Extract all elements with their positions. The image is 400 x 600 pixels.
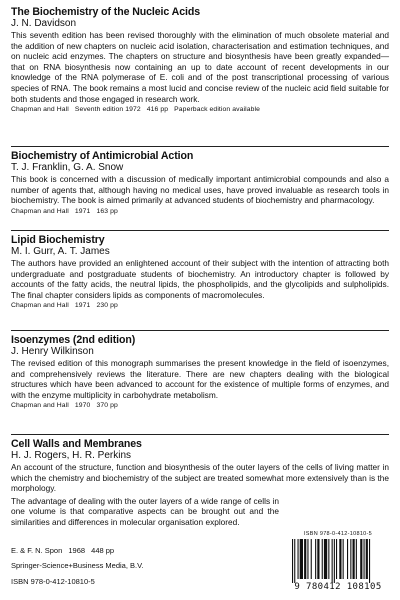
book-title: Lipid Biochemistry <box>11 234 105 246</box>
barcode-bar <box>317 539 319 579</box>
page-count: 370 pp <box>96 402 118 410</box>
barcode-bar <box>304 539 306 579</box>
edition-year: Seventh edition 1972 <box>74 106 141 114</box>
page-count: 448 pp <box>91 546 115 555</box>
barcode-bar <box>350 539 351 579</box>
barcode-bar <box>315 539 316 579</box>
book-description: The authors have provided an enlightened account of their subject with the intention of attracting both undergraduate and postgraduate students of biochemistry. An introductory chapter is followed by accounts of the fatty acids, the neutral lipids, the phospholipids, and the glycolipids and sulpholipids. The final chapter considers lipids as components of macromolecules. <box>11 258 389 300</box>
barcode-bar <box>353 539 355 579</box>
publication-line <box>11 401 389 410</box>
barcode-bars <box>286 539 390 583</box>
page-count: 230 pp <box>96 302 118 310</box>
edition-year: 1970 <box>74 402 91 410</box>
edition-year: 1971 <box>74 302 91 310</box>
barcode-bar <box>328 539 329 579</box>
barcode-bar <box>336 539 337 579</box>
barcode-bar <box>298 539 299 579</box>
barcode-bar <box>332 539 333 583</box>
barcode-bar <box>356 539 357 579</box>
book-description-2: The advantage of dealing with the outer layers of a wide range of cells in one volume is that comparative aspects can be brought out and the similarities and differences in molecular organisation explored. <box>11 495 279 527</box>
barcode-bar <box>334 539 335 583</box>
barcode-bar <box>364 539 365 579</box>
book-authors: T. J. Franklin, G. A. Snow <box>11 162 124 173</box>
book-entry-antimicrobial <box>11 150 389 216</box>
publication-line <box>11 301 389 310</box>
book-description: The revised edition of this monograph summarises the present knowledge in the field of isoenzymes, and comprehensively reviews the literature. There are new chapters dealing with the biological structures which have been advanced to account for the existence of multiple forms of enzymes, and with the enzyme multiplicity in carbohydrate metabolism. <box>11 358 389 400</box>
barcode-bar <box>294 539 295 583</box>
barcode-bar <box>360 539 362 579</box>
publisher: Chapman and Hall <box>11 302 69 310</box>
book-title: Cell Walls and Membranes <box>11 438 142 450</box>
book-authors: M. I. Gurr, A. T. James <box>11 246 110 257</box>
barcode-bar <box>347 539 348 579</box>
publication-line <box>11 207 389 216</box>
barcode-bar <box>311 539 312 579</box>
book-authors: J. N. Davidson <box>11 18 77 29</box>
page-count: 416 pp <box>146 106 169 114</box>
divider <box>11 330 389 331</box>
book-entry-cell-walls <box>11 438 389 528</box>
publisher: E. & F. N. Spon <box>11 546 63 555</box>
publication-line <box>11 105 389 114</box>
barcode-bar <box>300 539 303 579</box>
barcode-isbn-label: ISBN 978-0-412-10810-5 <box>303 531 373 537</box>
book-title: The Biochemistry of the Nucleic Acids <box>11 6 200 18</box>
barcode-bar <box>307 539 308 579</box>
book-entry-isoenzymes <box>11 334 389 410</box>
book-title: Isoenzymes (2nd edition) <box>11 334 136 346</box>
barcode-bar <box>369 539 370 583</box>
book-entry-nucleic-acids <box>11 6 389 114</box>
divider <box>11 146 389 147</box>
book-authors: J. Henry Wilkinson <box>11 346 94 357</box>
barcode-bar <box>322 539 323 579</box>
book-description: This seventh edition has been revised thoroughly with the elimination of much obsolete material and the addition of new chapters on nucleic acid isolation, characterisation and estimation techniques, and on nucleic acid enzymes. The chapters on structure and biosynthesis have been greatly expanded—that on RNA biosynthesis now containing an up to date account of recent developments in our knowledge of the RNA polymerase of E. coli and of the post transcriptional processing of various species of RNA. The book remains a most lucid and concise review of the nucleic acid field suitable for both students and those engaged in research work. <box>11 30 389 104</box>
barcode-bar <box>343 539 344 579</box>
publisher: Chapman and Hall <box>11 106 69 114</box>
barcode-digits: 9 780412 108105 <box>294 582 382 592</box>
barcode-bar <box>366 539 368 579</box>
book-description: An account of the structure, function and biosynthesis of the outer layers of the cells of living matter in which the chemistry and biochemistry of the subject are treated somewhat more extensively than is the morphology. <box>11 462 389 494</box>
publisher: Chapman and Hall <box>11 402 69 410</box>
barcode-bar <box>292 539 293 583</box>
book-entry-lipid <box>11 234 389 310</box>
barcode-bar <box>324 539 327 579</box>
barcode-bar <box>339 539 341 579</box>
page-count: 163 pp <box>96 207 118 215</box>
book-authors: H. J. Rogers, H. R. Perkins <box>11 450 132 461</box>
divider <box>11 230 389 231</box>
publication-line <box>11 546 114 556</box>
edition-year: 1968 <box>68 546 86 555</box>
divider <box>11 434 389 435</box>
book-title: Biochemistry of Antimicrobial Action <box>11 150 194 162</box>
book-description: This book is concerned with a discussion of medically important antimicrobial compounds and also a number of agents that, although having no medical uses, have proved invaluable as research tools in biochemistry. The book is aimed primarily at advanced students of biochemistry and pharmacology. <box>11 174 389 206</box>
publisher: Chapman and Hall <box>11 207 69 215</box>
edition-year: 1971 <box>74 207 91 215</box>
availability-note: Paperback edition available <box>174 106 261 114</box>
imprint-isbn: ISBN 978-0-412-10810-5 <box>11 577 95 586</box>
isbn-barcode <box>286 531 390 595</box>
imprint-publisher: Springer-Science+Business Media, B.V. <box>11 561 144 570</box>
